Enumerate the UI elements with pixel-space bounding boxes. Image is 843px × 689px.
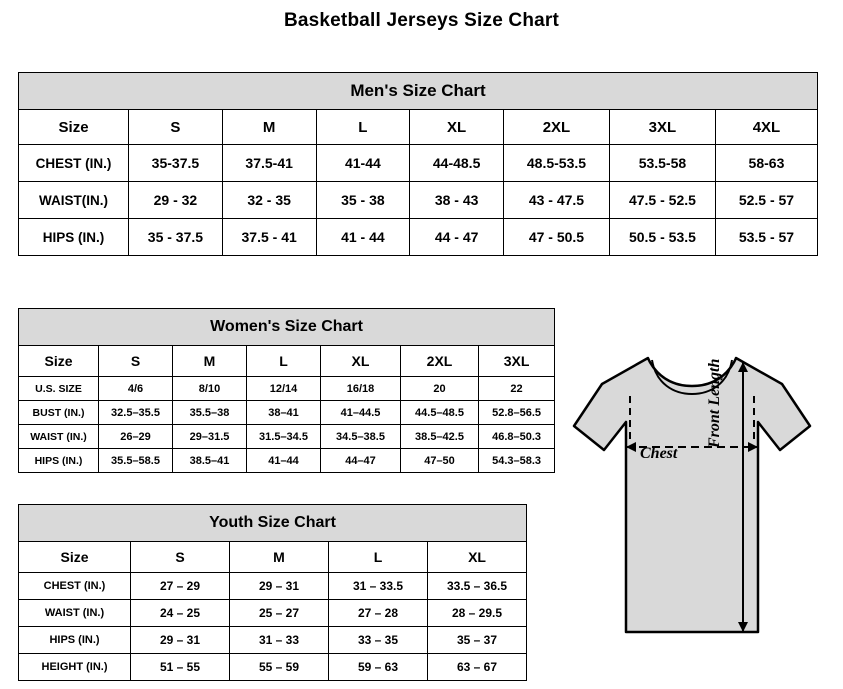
table-row (19, 654, 527, 681)
cell: 16/18 (321, 377, 401, 401)
cell: 38–41 (247, 401, 321, 425)
mens-col-header: 2XL (503, 110, 609, 145)
row-label: CHEST (IN.) (19, 145, 129, 182)
cell: 38.5–41 (173, 449, 247, 473)
row-label: HIPS (IN.) (19, 219, 129, 256)
womens-size-chart-container (18, 308, 555, 473)
cell: 63 – 67 (428, 654, 527, 681)
cell: 28 – 29.5 (428, 600, 527, 627)
row-label: CHEST (IN.) (19, 573, 131, 600)
cell: 43 - 47.5 (503, 182, 609, 219)
table-row (19, 600, 527, 627)
cell: 41 - 44 (316, 219, 410, 256)
table-row (19, 627, 527, 654)
youth-caption: Youth Size Chart (19, 505, 527, 542)
cell: 27 – 28 (329, 600, 428, 627)
womens-caption: Women's Size Chart (19, 309, 555, 346)
row-label: HIPS (IN.) (19, 627, 131, 654)
womens-caption-row (19, 309, 555, 346)
cell: 32.5–35.5 (99, 401, 173, 425)
mens-col-header: 3XL (609, 110, 715, 145)
cell: 41-44 (316, 145, 410, 182)
cell: 29 – 31 (131, 627, 230, 654)
cell: 41–44.5 (321, 401, 401, 425)
cell: 31 – 33.5 (329, 573, 428, 600)
cell: 22 (479, 377, 555, 401)
cell: 58-63 (715, 145, 817, 182)
cell: 35.5–58.5 (99, 449, 173, 473)
womens-col-header: Size (19, 346, 99, 377)
chest-measure-label: Chest (640, 445, 678, 462)
cell: 12/14 (247, 377, 321, 401)
cell: 8/10 (173, 377, 247, 401)
cell: 24 – 25 (131, 600, 230, 627)
womens-header-row (19, 346, 555, 377)
table-row (19, 449, 555, 473)
cell: 34.5–38.5 (321, 425, 401, 449)
cell: 41–44 (247, 449, 321, 473)
cell: 47–50 (401, 449, 479, 473)
youth-col-header: S (131, 542, 230, 573)
womens-col-header: L (247, 346, 321, 377)
cell: 37.5 - 41 (222, 219, 316, 256)
table-row (19, 182, 818, 219)
cell: 44 - 47 (410, 219, 504, 256)
cell: 35 - 38 (316, 182, 410, 219)
youth-size-chart-table (18, 504, 527, 681)
cell: 53.5-58 (609, 145, 715, 182)
mens-col-header: 4XL (715, 110, 817, 145)
cell: 38 - 43 (410, 182, 504, 219)
table-row (19, 377, 555, 401)
cell: 53.5 - 57 (715, 219, 817, 256)
mens-col-header: Size (19, 110, 129, 145)
cell: 59 – 63 (329, 654, 428, 681)
jersey-measurement-diagram (540, 340, 840, 680)
cell: 32 - 35 (222, 182, 316, 219)
cell: 47 - 50.5 (503, 219, 609, 256)
row-label: WAIST (IN.) (19, 600, 131, 627)
cell: 44.5–48.5 (401, 401, 479, 425)
table-row (19, 573, 527, 600)
jersey-outline-icon (540, 340, 840, 680)
row-label: HIPS (IN.) (19, 449, 99, 473)
cell: 48.5-53.5 (503, 145, 609, 182)
table-row (19, 425, 555, 449)
womens-size-chart-table (18, 308, 555, 473)
mens-header-row (19, 110, 818, 145)
cell: 20 (401, 377, 479, 401)
mens-caption: Men's Size Chart (19, 73, 818, 110)
page-title: Basketball Jerseys Size Chart (283, 10, 560, 31)
cell: 52.5 - 57 (715, 182, 817, 219)
youth-size-chart-container (18, 504, 527, 681)
cell: 25 – 27 (230, 600, 329, 627)
cell: 29 – 31 (230, 573, 329, 600)
cell: 55 – 59 (230, 654, 329, 681)
cell: 54.3–58.3 (479, 449, 555, 473)
cell: 31.5–34.5 (247, 425, 321, 449)
cell: 50.5 - 53.5 (609, 219, 715, 256)
front-length-measure-label: Front Length (706, 358, 723, 448)
womens-col-header: 2XL (401, 346, 479, 377)
row-label: HEIGHT (IN.) (19, 654, 131, 681)
mens-size-chart-table (18, 72, 818, 256)
mens-col-header: M (222, 110, 316, 145)
mens-col-header: XL (410, 110, 504, 145)
womens-col-header: 3XL (479, 346, 555, 377)
mens-caption-row (19, 73, 818, 110)
row-label: BUST (IN.) (19, 401, 99, 425)
cell: 52.8–56.5 (479, 401, 555, 425)
womens-col-header: XL (321, 346, 401, 377)
cell: 35 - 37.5 (129, 219, 223, 256)
cell: 47.5 - 52.5 (609, 182, 715, 219)
row-label: WAIST (IN.) (19, 425, 99, 449)
cell: 26–29 (99, 425, 173, 449)
table-row (19, 145, 818, 182)
row-label: WAIST(IN.) (19, 182, 129, 219)
cell: 37.5-41 (222, 145, 316, 182)
cell: 35-37.5 (129, 145, 223, 182)
cell: 33 – 35 (329, 627, 428, 654)
cell: 35 – 37 (428, 627, 527, 654)
cell: 29 - 32 (129, 182, 223, 219)
cell: 44-48.5 (410, 145, 504, 182)
cell: 27 – 29 (131, 573, 230, 600)
table-row (19, 219, 818, 256)
youth-header-row (19, 542, 527, 573)
mens-size-chart-container (18, 72, 818, 256)
cell: 31 – 33 (230, 627, 329, 654)
cell: 51 – 55 (131, 654, 230, 681)
cell: 33.5 – 36.5 (428, 573, 527, 600)
youth-caption-row (19, 505, 527, 542)
cell: 29–31.5 (173, 425, 247, 449)
table-row (19, 401, 555, 425)
womens-col-header: S (99, 346, 173, 377)
mens-col-header: L (316, 110, 410, 145)
mens-col-header: S (129, 110, 223, 145)
youth-col-header: M (230, 542, 329, 573)
youth-col-header: Size (19, 542, 131, 573)
youth-col-header: XL (428, 542, 527, 573)
youth-col-header: L (329, 542, 428, 573)
row-label: U.S. SIZE (19, 377, 99, 401)
cell: 38.5–42.5 (401, 425, 479, 449)
womens-col-header: M (173, 346, 247, 377)
cell: 46.8–50.3 (479, 425, 555, 449)
cell: 44–47 (321, 449, 401, 473)
cell: 4/6 (99, 377, 173, 401)
cell: 35.5–38 (173, 401, 247, 425)
